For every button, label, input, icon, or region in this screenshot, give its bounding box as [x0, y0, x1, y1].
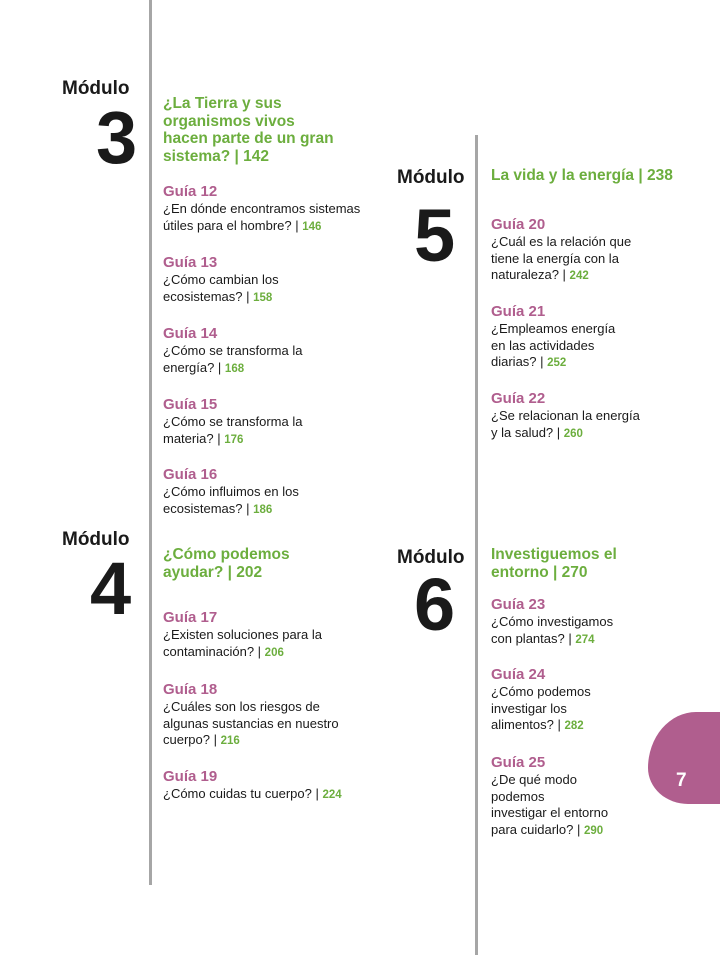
- guide-13: [163, 254, 279, 306]
- guide-text: ¿Existen soluciones para la: [163, 627, 322, 642]
- guide-label: Guía 19: [163, 768, 218, 785]
- module-6-title-line: entorno | 270: [491, 563, 588, 581]
- guide-20: [491, 216, 631, 285]
- guide-page: 282: [564, 720, 584, 732]
- guide-25: [491, 754, 608, 839]
- guide-text: ¿Se relacionan la energía: [491, 408, 640, 423]
- guide-text: en las actividades: [491, 337, 595, 353]
- guide-text: ¿Cuál es la relación que: [491, 234, 632, 249]
- guide-page: 206: [264, 646, 284, 659]
- module-6-number: 6: [414, 563, 456, 646]
- module-3-number: 3: [96, 96, 138, 179]
- module-5-word: Módulo: [397, 167, 465, 188]
- module-5-number: 5: [414, 194, 456, 277]
- module-3-title-line: organismos vivos: [163, 112, 295, 130]
- guide-24: [491, 666, 591, 735]
- guide-page: 290: [584, 824, 604, 837]
- guide-14: [163, 325, 302, 377]
- module-3-title-line: sistema? | 142: [163, 147, 270, 165]
- guide-page: 216: [220, 735, 240, 747]
- module-5-title: [491, 167, 673, 185]
- guide-text-line: ecosistemas? |: [163, 288, 254, 304]
- guide-page: 274: [575, 633, 595, 646]
- guide-text: ¿En dónde encontramos sistemas: [163, 201, 361, 216]
- guide-page: 224: [322, 789, 342, 801]
- guide-text: [163, 644, 322, 662]
- guide-label: Guía 18: [163, 681, 218, 698]
- left-divider-line: [149, 0, 152, 885]
- guide-text: podemos: [491, 788, 545, 804]
- guide-text: [491, 822, 608, 840]
- guide-16: [163, 466, 299, 518]
- guide-text: ¿Cuáles son los riesgos de: [163, 699, 320, 714]
- module-4-title-line: ¿Cómo podemos: [163, 546, 290, 563]
- guide-text: ¿Empleamos energía: [491, 321, 616, 336]
- module-6-title-line: Investiguemos el: [491, 546, 617, 563]
- guide-text: ¿Cómo cambian los: [163, 272, 279, 287]
- guide-page: 176: [224, 433, 244, 446]
- guide-label: Guía 12: [163, 183, 218, 200]
- guide-text: [491, 425, 640, 443]
- module-4-word: Módulo: [62, 529, 130, 550]
- guide-text-line: ecosistemas? |: [163, 500, 254, 516]
- guide-text: ¿Cómo investigamos: [491, 614, 614, 629]
- guide-text: ¿Cómo se transforma la: [163, 343, 303, 358]
- guide-text-line: energía? |: [163, 359, 225, 375]
- guide-22: [491, 390, 640, 442]
- module-3-word: Módulo: [62, 78, 130, 99]
- guide-label: Guía 24: [491, 666, 546, 683]
- guide-text: [491, 717, 591, 735]
- module-4-title-line: ayudar? | 202: [163, 563, 263, 581]
- guide-label: Guía 21: [491, 303, 546, 320]
- guide-page: 260: [563, 427, 583, 440]
- guide-text-line: diarias? |: [491, 354, 548, 369]
- guide-text: [491, 631, 613, 649]
- guide-label: Guía 22: [491, 390, 546, 407]
- guide-text: ¿Cómo influimos en los: [163, 484, 299, 499]
- guide-text-line: con plantas? |: [491, 630, 576, 646]
- guide-text-line: y la salud? |: [491, 424, 564, 440]
- guide-text: [491, 267, 631, 285]
- module-5-title-line: La vida y la energía | 238: [491, 167, 673, 184]
- guide-label: Guía 13: [163, 254, 218, 271]
- guide-text: ¿Cómo se transforma la: [163, 414, 303, 429]
- module-3-title-line: hacen parte de un gran: [163, 130, 334, 147]
- guide-17: [163, 609, 322, 661]
- guide-label: Guía 25: [491, 754, 546, 771]
- guide-text-line: alimentos? |: [491, 717, 565, 732]
- module-4-title: [163, 546, 290, 581]
- module-6-title: [491, 546, 617, 581]
- guide-page: 252: [547, 357, 567, 369]
- guide-text: [163, 360, 302, 378]
- guide-text-line: útiles para el hombre? |: [163, 217, 303, 233]
- guide-label: Guía 16: [163, 466, 218, 483]
- guide-text: investigar el entorno: [491, 805, 609, 820]
- guide-text: algunas sustancias en nuestro: [163, 715, 339, 731]
- guide-page: 242: [569, 270, 589, 282]
- guide-text: tiene la energía con la: [491, 250, 619, 266]
- guide-page: 146: [302, 220, 322, 233]
- guide-text: [163, 501, 299, 519]
- guide-text: [163, 289, 279, 307]
- guide-21: [491, 303, 615, 372]
- guide-15: [163, 396, 302, 448]
- guide-label: Guía 14: [163, 325, 218, 342]
- right-divider-line: [475, 135, 478, 955]
- page-number: 7: [676, 770, 687, 791]
- guide-label: Guía 15: [163, 396, 218, 413]
- module-6-word: Módulo: [397, 547, 465, 568]
- guide-text-line: ¿Cómo cuidas tu cuerpo? |: [163, 786, 323, 801]
- module-3-title-line: ¿La Tierra y sus: [163, 95, 282, 112]
- module-4-number: 4: [90, 547, 132, 630]
- guide-text: investigar los: [491, 700, 567, 716]
- guide-label: Guía 20: [491, 216, 546, 233]
- guide-text: ¿De qué modo: [491, 772, 577, 787]
- guide-page: 168: [224, 362, 245, 375]
- guide-text: [163, 732, 339, 750]
- guide-page: 186: [253, 503, 273, 516]
- guide-text: [163, 431, 302, 449]
- guide-text: [163, 786, 342, 804]
- guide-text-line: naturaleza? |: [491, 267, 570, 282]
- guide-label: Guía 17: [163, 609, 218, 626]
- guide-text-line: cuerpo? |: [163, 732, 221, 747]
- guide-label: Guía 23: [491, 596, 546, 613]
- guide-23: [491, 596, 613, 648]
- guide-page: 158: [253, 291, 273, 304]
- guide-text-line: contaminación? |: [163, 643, 265, 659]
- guide-19: [163, 768, 342, 804]
- guide-text-line: para cuidarlo? |: [491, 821, 584, 837]
- guide-text: [491, 354, 615, 372]
- guide-text: ¿Cómo podemos: [491, 684, 591, 699]
- guide-18: [163, 681, 339, 750]
- guide-text: [163, 218, 360, 236]
- guide-12: [163, 183, 360, 235]
- guide-text-line: materia? |: [163, 430, 225, 446]
- module-3-title: [163, 95, 334, 165]
